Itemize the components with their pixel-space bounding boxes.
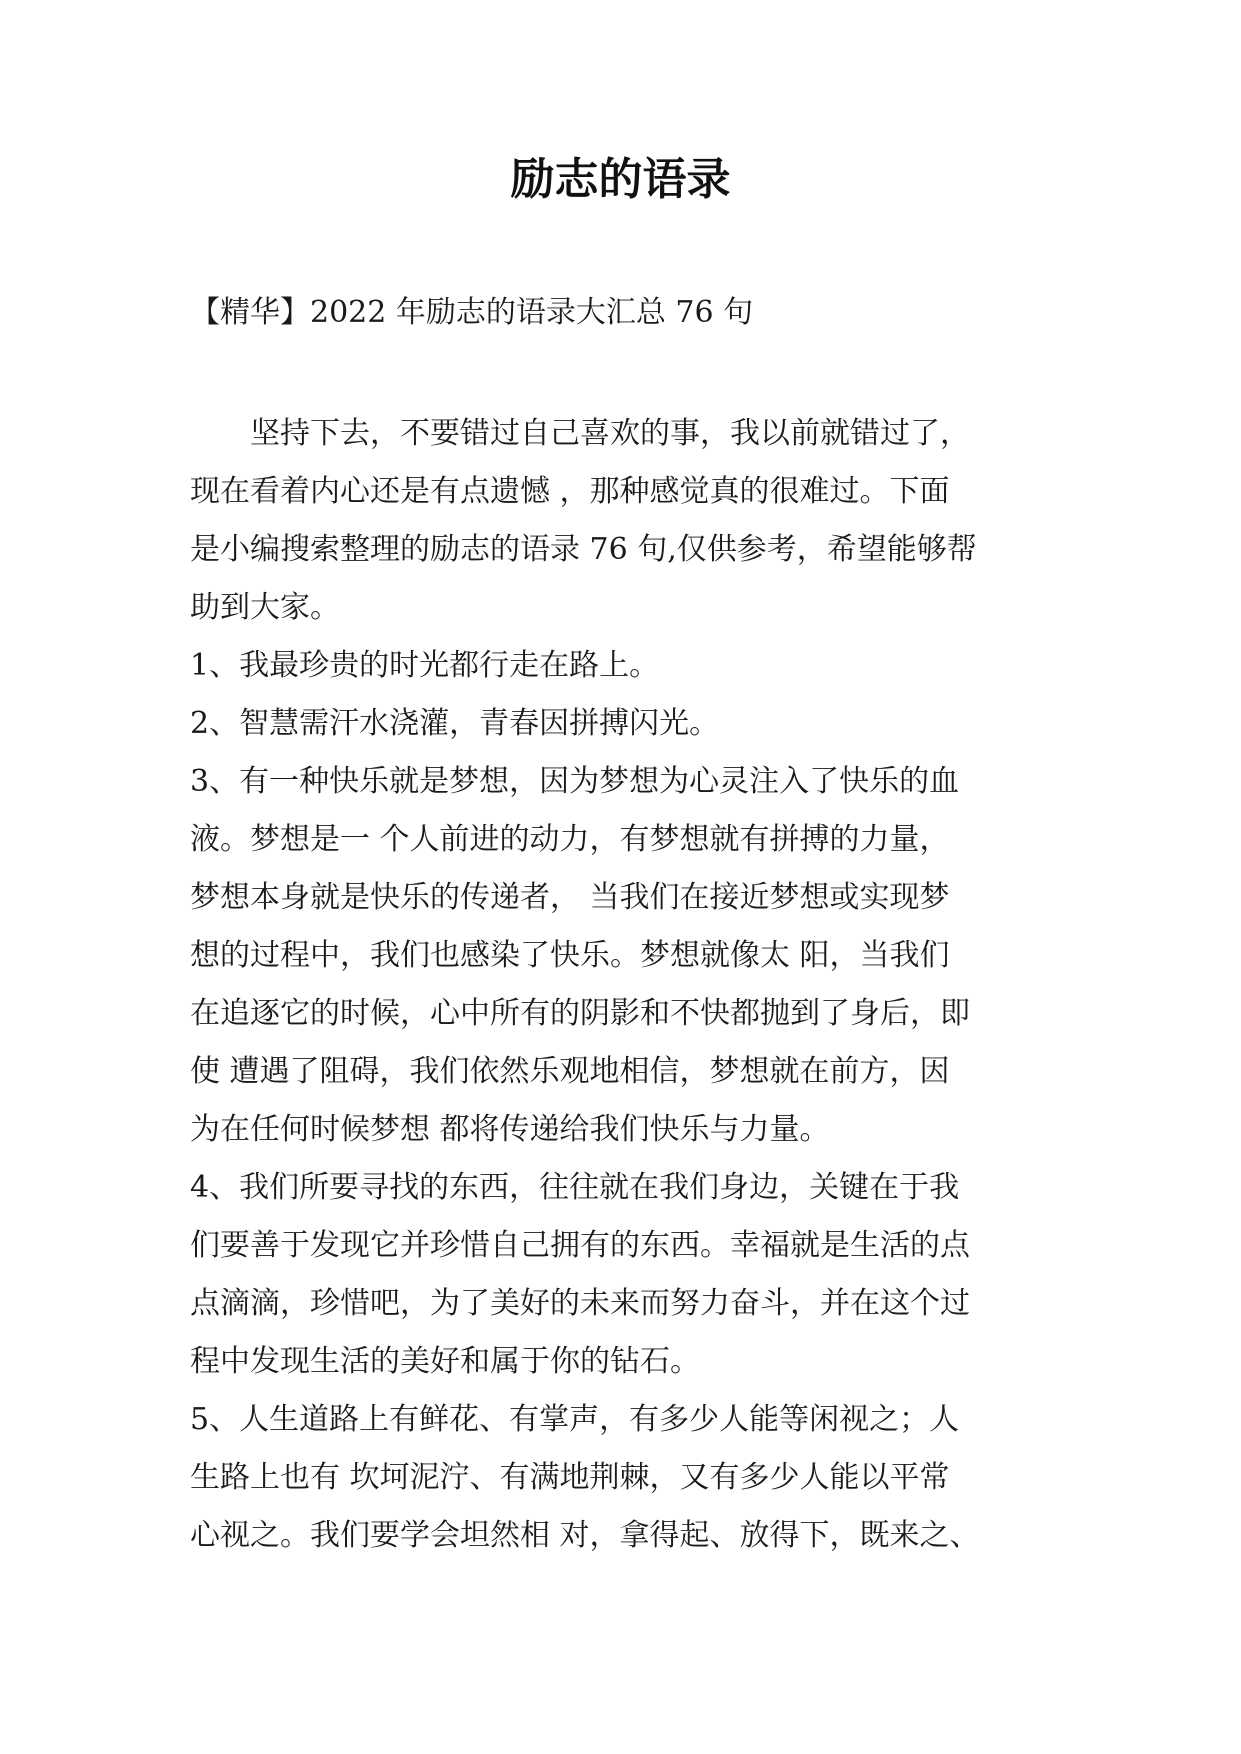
body-line: 为在任何时候梦想 都将传递给我们快乐与力量。 [190,1112,830,1147]
body-line: 现在看着内心还是有点遗憾 ，那种感觉真的很难过。下面 [190,474,950,509]
body-line: 是小编搜索整理的励志的语录 76 句,仅供参考，希望能够帮 [190,532,977,567]
document-title: 励志的语录 [510,154,731,205]
body-line: 在追逐它的时候，心中所有的阴影和不快都抛到了身后，即 [190,996,970,1031]
body-line: 5、人生道路上有鲜花、有掌声，有多少人能等闲视之；人 [190,1402,960,1437]
body-line: 心视之。我们要学会坦然相 对，拿得起、放得下，既来之、 [190,1518,980,1553]
body-line: 1、我最珍贵的时光都行走在路上。 [190,648,660,683]
body-line: 助到大家。 [190,590,340,625]
body-line: 生路上也有 坎坷泥泞、有满地荆棘，又有多少人能以平常 [190,1460,950,1495]
document-body [190,405,1070,1565]
body-line: 程中发现生活的美好和属于你的钻石。 [190,1344,700,1379]
body-line: 坚持下去，不要错过自己喜欢的事，我以前就错过了， [190,416,970,451]
body-line: 3、有一种快乐就是梦想，因为梦想为心灵注入了快乐的血 [190,764,960,799]
body-line: 想的过程中，我们也感染了快乐。梦想就像太 阳，当我们 [190,938,950,973]
body-line: 使 遭遇了阻碍，我们依然乐观地相信，梦想就在前方，因 [190,1054,950,1089]
body-line: 梦想本身就是快乐的传递者， 当我们在接近梦想或实现梦 [190,880,950,915]
body-line: 2、智慧需汗水浇灌，青春因拼搏闪光。 [190,706,720,741]
body-line: 4、我们所要寻找的东西，往往就在我们身边，关键在于我 [190,1170,960,1205]
body-line: 液。梦想是一 个人前进的动力，有梦想就有拼搏的力量， [190,822,950,857]
body-line: 们要善于发现它并珍惜自己拥有的东西。幸福就是生活的点 [190,1228,970,1263]
document-subtitle: 【精华】2022 年励志的语录大汇总 76 句 [190,295,754,330]
body-line: 点滴滴，珍惜吧，为了美好的未来而努力奋斗，并在这个过 [190,1286,970,1321]
